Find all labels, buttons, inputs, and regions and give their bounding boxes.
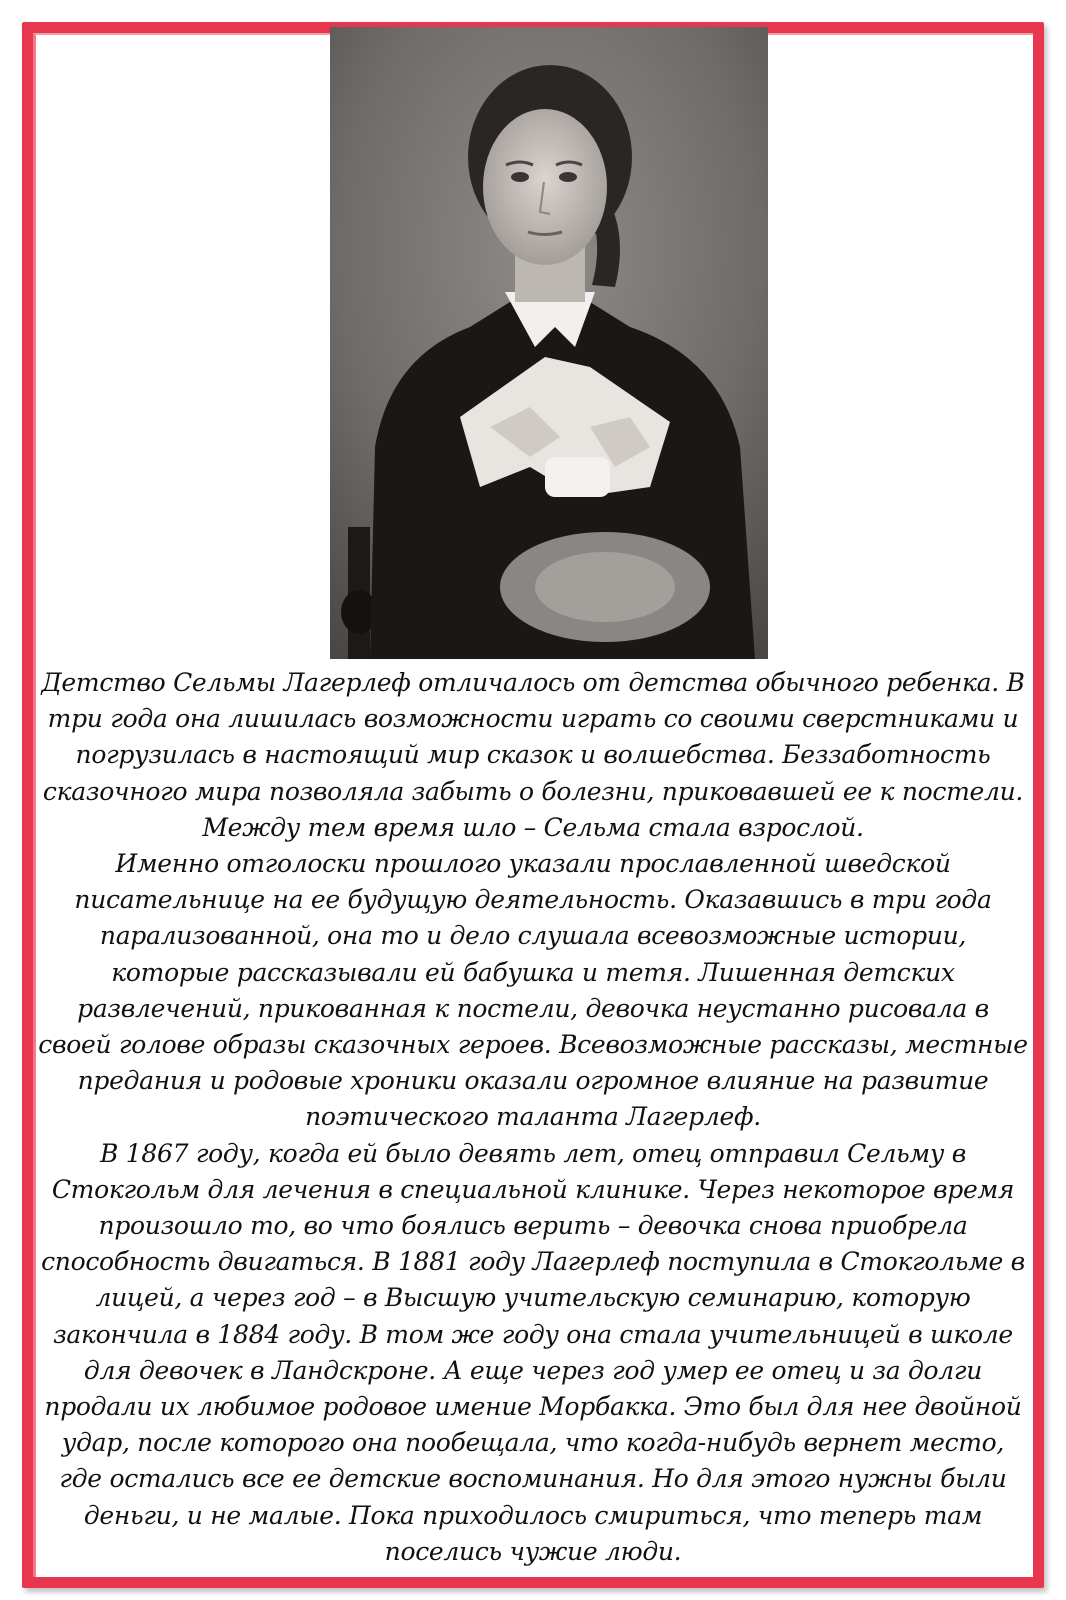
portrait-icon — [330, 27, 768, 659]
paragraph: Именно отголоски прошлого указали прославленной шведской писательнице на ее будущую деятельность. Оказавшись в три года парализованной, она то и дело слушала всевозможные истории, которые рассказывали ей бабушка и тетя. Лишенная детских развлечений, прикованная к постели, девочка неустанно рисовала в своей голове образы сказочных героев. Всевозможные рассказы, местные предания и родовые хроники оказали огромное влияние на развитие поэтического таланта Лагерлеф. — [38, 849, 1028, 1132]
portrait-photo — [330, 27, 768, 659]
paragraph: В 1867 году, когда ей было девять лет, отец отправил Сельму в Стокгольм для лечения в специальной клинике. Через некоторое время произошло то, во что боялись верить – девочка снова приобрела способность двигаться. В 1881 году Лагерлеф поступила в Стокгольме в лицей, а через год – в Высшую учительскую семинарию, которую закончила в 1884 году. В том же году она стала учительницей в школе для девочек в Ландскроне. А еще через год умер ее отец и за долги продали их любимое родовое имение Морбакка. Это был для нее двойной удар, после которого она пообещала, что когда-нибудь вернет место, где остались все ее детские воспоминания. Но для этого нужны были деньги, и не малые. Пока приходилось смириться, что теперь там поселись чужие люди. — [41, 1138, 1025, 1566]
paragraph: Детство Сельмы Лагерлеф отличалось от детства обычного ребенка. В три года она лишилась возможности играть со своими сверстниками и погрузилась в настоящий мир сказок и волшебства. Беззаботность сказочного мира позволяла забыть о болезни, приковавшей ее к постели. Между тем время шло – Сельма стала взрослой. — [41, 668, 1025, 842]
article-text — [38, 665, 1028, 1570]
